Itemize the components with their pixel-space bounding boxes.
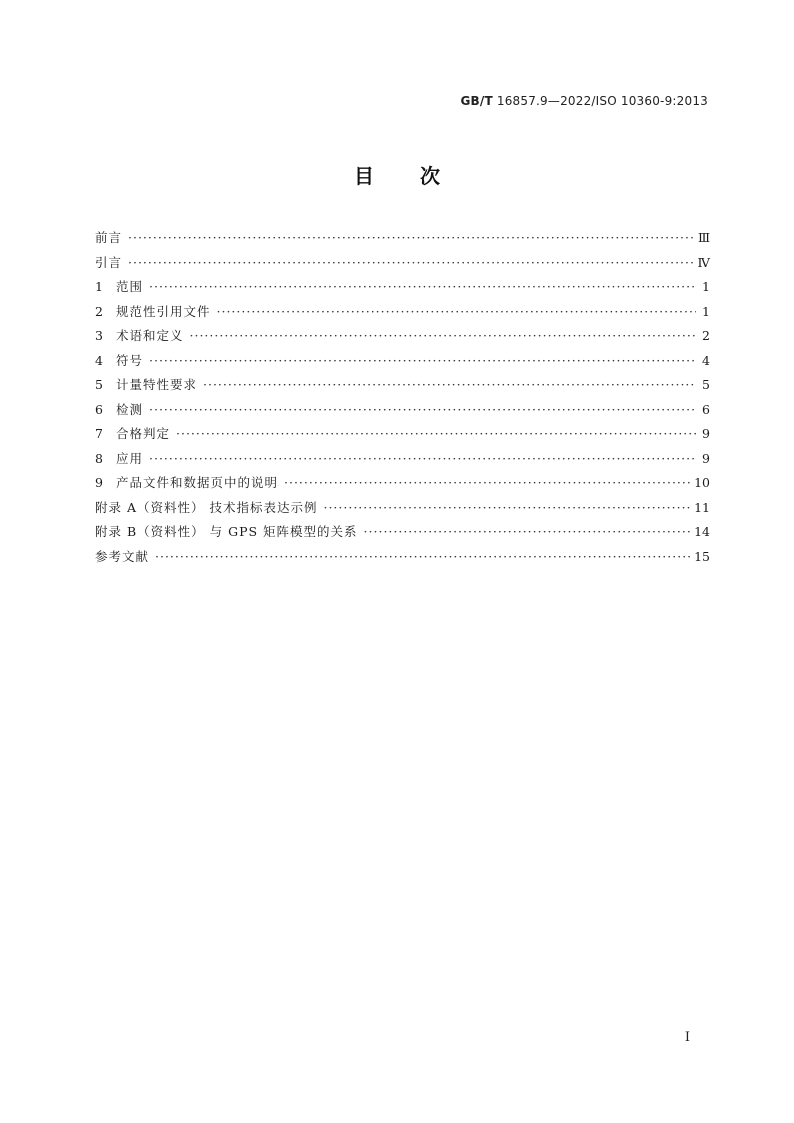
toc-entry[interactable] xyxy=(95,373,710,398)
toc-entry-page: 4 xyxy=(702,352,710,368)
toc-leader-dots xyxy=(217,300,696,325)
toc-entry-label: 合格判定 xyxy=(116,426,171,441)
toc-entry-page: 11 xyxy=(694,499,710,515)
toc-entry-page: Ⅳ xyxy=(697,254,710,270)
table-of-contents xyxy=(95,226,710,569)
toc-entry-page: 1 xyxy=(702,279,710,294)
toc-entry-label: 前言 xyxy=(95,230,123,245)
toc-entry[interactable] xyxy=(95,349,710,374)
toc-entry-number: 4 xyxy=(95,352,103,368)
toc-entry-page: 10 xyxy=(694,475,710,490)
toc-entry[interactable] xyxy=(95,545,710,570)
standard-number-header xyxy=(460,94,708,108)
toc-entry-label: 规范性引用文件 xyxy=(116,303,211,319)
toc-leader-dots xyxy=(190,324,696,349)
toc-entry[interactable] xyxy=(95,251,710,276)
toc-entry-label: 范围 xyxy=(116,279,144,294)
toc-entry-number: 7 xyxy=(95,426,103,441)
toc-entry-page: 9 xyxy=(702,450,710,466)
toc-entry[interactable] xyxy=(95,520,710,545)
standard-number: 16857.9—2022/ISO 10360-9:2013 xyxy=(492,94,708,108)
toc-entry-label: 计量特性要求 xyxy=(116,377,198,392)
toc-leader-dots xyxy=(364,520,691,545)
toc-leader-dots xyxy=(149,447,696,472)
toc-entry-number: 5 xyxy=(95,377,103,392)
toc-leader-dots xyxy=(149,349,696,374)
toc-leader-dots xyxy=(284,471,690,496)
toc-entry[interactable] xyxy=(95,422,710,447)
toc-entry[interactable] xyxy=(95,226,710,251)
toc-entry-page: 14 xyxy=(694,524,710,539)
toc-title: 目次 xyxy=(354,164,486,188)
toc-entry-label: 检测 xyxy=(116,401,144,417)
toc-entry-number: 1 xyxy=(95,279,103,294)
toc-entry-label: 应用 xyxy=(116,450,144,466)
toc-leader-dots xyxy=(149,398,696,423)
toc-entry-label: 产品文件和数据页中的说明 xyxy=(116,475,279,490)
toc-entry-page: 2 xyxy=(702,328,710,343)
toc-entry-page: 1 xyxy=(702,303,710,319)
toc-entry-page: 9 xyxy=(702,426,710,441)
toc-entry-label: 附录 B（资料性） 与 GPS 矩阵模型的关系 xyxy=(95,524,358,539)
toc-entry-page: 6 xyxy=(702,401,710,417)
toc-leader-dots xyxy=(203,373,696,398)
toc-entry-number: 3 xyxy=(95,328,103,343)
toc-entry-number: 9 xyxy=(95,475,103,490)
toc-entry[interactable] xyxy=(95,275,710,300)
standard-code: GB/T xyxy=(460,94,493,108)
toc-entry-label: 符号 xyxy=(116,352,144,368)
toc-leader-dots xyxy=(176,422,696,447)
toc-leader-dots xyxy=(323,496,690,521)
toc-entry-page: 15 xyxy=(694,548,710,564)
toc-entry[interactable] xyxy=(95,398,710,423)
toc-leader-dots xyxy=(149,275,696,300)
toc-leader-dots xyxy=(155,545,690,570)
toc-entry-label: 术语和定义 xyxy=(116,328,184,343)
toc-entry-number: 6 xyxy=(95,401,103,417)
toc-entry[interactable] xyxy=(95,324,710,349)
page-number: I xyxy=(684,1030,690,1045)
toc-entry[interactable] xyxy=(95,447,710,472)
toc-entry-page: Ⅲ xyxy=(697,230,710,245)
toc-entry-page: 5 xyxy=(702,377,710,392)
toc-entry-label: 附录 A（资料性） 技术指标表达示例 xyxy=(95,499,318,515)
toc-entry-label: 引言 xyxy=(95,254,123,270)
toc-leader-dots xyxy=(128,226,694,251)
toc-entry[interactable] xyxy=(95,471,710,496)
toc-entry-label: 参考文献 xyxy=(95,548,150,564)
toc-entry-number: 8 xyxy=(95,450,103,466)
toc-entry[interactable] xyxy=(95,300,710,325)
toc-entry[interactable] xyxy=(95,496,710,521)
toc-entry-number: 2 xyxy=(95,303,103,319)
toc-leader-dots xyxy=(128,251,693,276)
